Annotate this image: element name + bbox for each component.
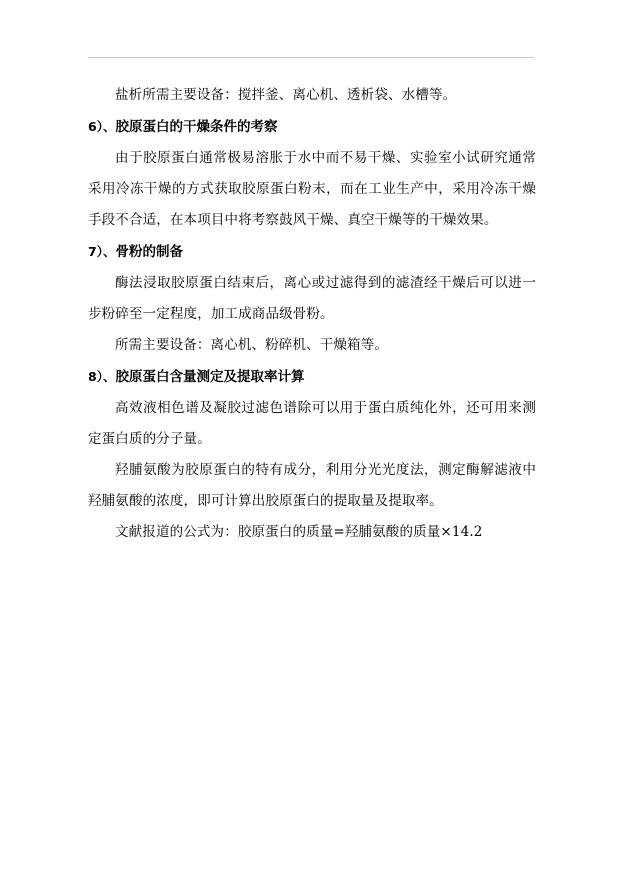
- paragraph-bone-powder-equipment: 所需主要设备：离心机、粉碎机、干燥箱等。: [115, 337, 388, 353]
- section-title: 胶原蛋白含量测定及提取率计算: [115, 369, 305, 385]
- paragraph-formula: 文献报道的公式为：胶原蛋白的质量=羟脯氨酸的质量×14.2: [115, 524, 483, 540]
- section-title: 骨粉的制备: [115, 244, 183, 260]
- section-number: 8）、: [88, 369, 116, 384]
- paragraph-drying-conditions: 由于胶原蛋白通常极易溶胀于水中而不易干燥、实验室小试研究通常采用冷冻干燥的方式获取胶原蛋白粉末，而在工业生产中，采用冷冻干燥手段不合适，在本项目中将考察鼓风干燥、真空干燥等的干燥效果。: [88, 150, 536, 228]
- paragraph-hydroxyproline: 羟脯氨酸为胶原蛋白的特有成分，利用分光光度法，测定酶解滤液中羟脯氨酸的浓度，即可计算出胶原蛋白的提取量及提取率。: [88, 462, 536, 509]
- header-divider: [88, 57, 534, 58]
- section-title: 胶原蛋白的干燥条件的考察: [115, 119, 278, 135]
- paragraph-hplc: 高效液相色谱及凝胶过滤色谱除可以用于蛋白质纯化外，还可用来测定蛋白质的分子量。: [88, 400, 536, 447]
- section-heading-7: [88, 236, 536, 268]
- paragraph-salting-equipment: 盐析所需主要设备：搅拌釜、离心机、透析袋、水槽等。: [115, 87, 457, 103]
- section-number: 7）、: [88, 244, 116, 259]
- paragraph-bone-powder: 酶法浸取胶原蛋白结束后，离心或过滤得到的滤渣经干燥后可以进一步粉碎至一定程度，加工成商品级骨粉。: [88, 275, 536, 322]
- section-heading-6: [88, 111, 536, 143]
- document-body: [88, 80, 536, 548]
- section-heading-8: [88, 361, 536, 393]
- section-number: 6）、: [88, 119, 116, 134]
